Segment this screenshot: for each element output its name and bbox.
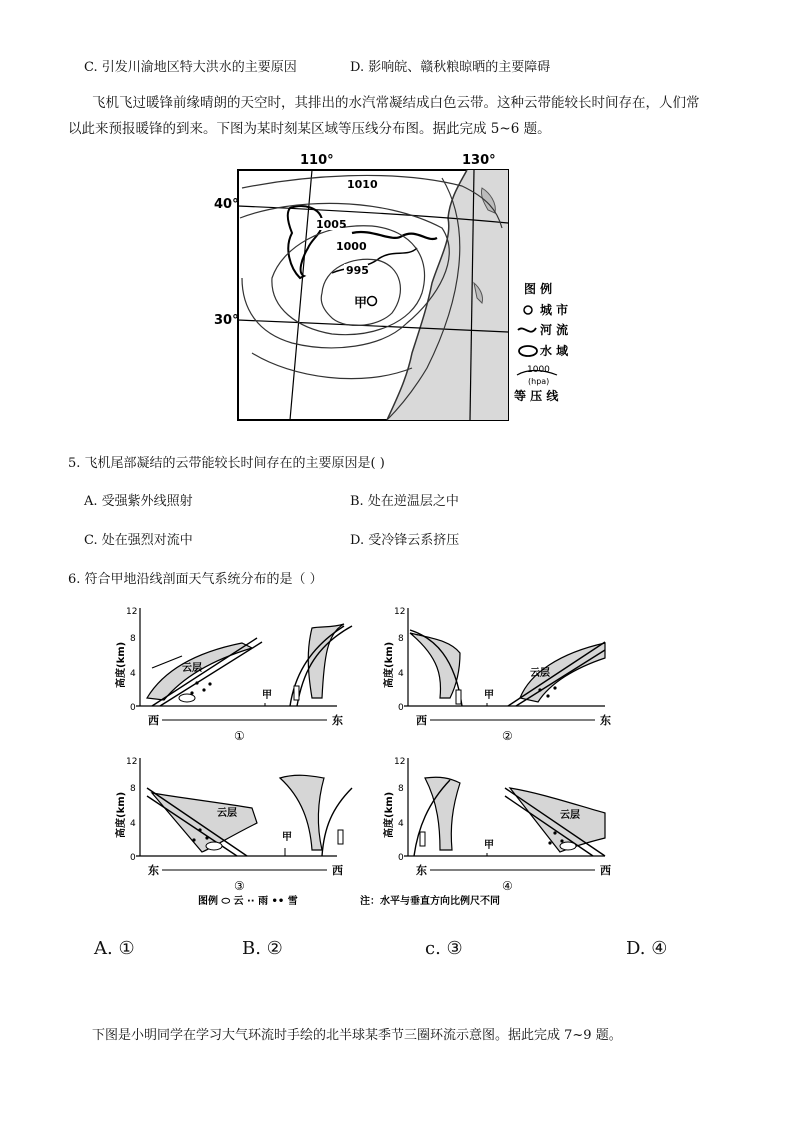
cloud-label: 云层: [560, 810, 580, 821]
legend-water-icon: [519, 346, 537, 356]
y-tick: 0: [398, 703, 404, 713]
intro-line-2: 以此来预报暖锋的到来。下图为某时刻某区域等压线分布图。据此完成 5~6 题。: [68, 121, 551, 137]
legend-river-icon: [518, 328, 536, 332]
intro-line-1: 飞机飞过暖锋前缘晴朗的天空时，其排出的水汽常凝结成白色云带。这种云带能较长时间存在，人们常: [92, 95, 700, 111]
cloud-label: 云层: [217, 808, 237, 819]
point-label: 甲: [484, 690, 494, 701]
panel-1: [114, 607, 352, 743]
legend-water: 水 域: [540, 344, 569, 358]
q4-option-c: C. 引发川渝地区特大洪水的主要原因: [84, 60, 297, 75]
y-tick: 4: [130, 669, 136, 679]
panel-number: ②: [502, 729, 513, 743]
isobar-label: 1005: [316, 218, 347, 231]
y-tick: 8: [130, 634, 136, 644]
legend-city-icon: [524, 306, 532, 314]
section-legend: 图例 ⬭ 云 ·· 雨 •• 雪: [198, 896, 298, 907]
panel-2: [382, 607, 611, 743]
isobar-label: 995: [346, 264, 369, 277]
q5-option-a: A. 受强紫外线照射: [84, 494, 193, 509]
q6-stem: 6. 符合甲地沿线剖面天气系统分布的是（ ）: [68, 572, 323, 587]
y-tick: 8: [398, 784, 404, 794]
y-tick: 12: [126, 607, 138, 617]
lon-label: 110°: [300, 153, 334, 168]
y-tick: 12: [394, 607, 406, 617]
direction-right: 西: [600, 864, 611, 877]
y-axis-label: 高度(km): [116, 791, 127, 838]
intro-7-9: 下图是小明同学在学习大气环流时手绘的北半球某季节三圈环流示意图。据此完成 7~9 题。: [92, 1028, 622, 1043]
cloud-label: 云层: [182, 663, 202, 674]
y-axis-label: 高度(km): [384, 641, 395, 688]
direction-right: 西: [332, 864, 343, 877]
q5-option-b: B. 处在逆温层之中: [350, 494, 459, 509]
intro-paragraph-5-6: [92, 90, 782, 116]
legend-isobar-unit: (hpa): [528, 377, 550, 386]
section-note: 注：水平与垂直方向比例尺不同: [360, 896, 500, 907]
panel-number: ①: [234, 729, 245, 743]
legend-river: 河 流: [540, 323, 569, 337]
y-axis-label: 高度(km): [116, 641, 127, 688]
direction-left: 东: [416, 864, 427, 877]
direction-left: 西: [148, 714, 159, 727]
city-label: 甲: [354, 296, 368, 311]
y-tick: 4: [398, 669, 404, 679]
lon-label: 130°: [462, 153, 496, 168]
legend-title: 图 例: [524, 282, 553, 296]
lat-label: 40°: [214, 197, 239, 212]
q6-answer-a: A. ①: [94, 938, 135, 959]
legend-city: 城 市: [540, 303, 569, 317]
direction-right: 东: [600, 714, 611, 727]
panel-3: [114, 757, 352, 893]
q6-answer-c: c. ③: [425, 938, 463, 959]
panel-4: [382, 757, 611, 893]
panel-number: ④: [502, 879, 513, 893]
q5-stem: 5. 飞机尾部凝结的云带能较长时间存在的主要原因是( ): [68, 456, 385, 471]
q6-answer-b: B. ②: [242, 938, 283, 959]
point-label: 甲: [262, 690, 272, 701]
y-tick: 0: [130, 853, 136, 863]
q4-option-d: D. 影响皖、赣秋粮晾晒的主要障碍: [350, 60, 551, 75]
isobar-label: 1010: [347, 178, 378, 191]
q5-option-d: D. 受冷锋云系挤压: [350, 533, 460, 548]
lat-label: 30°: [214, 313, 239, 328]
cloud-label: 云层: [530, 668, 550, 679]
city-marker: [368, 297, 377, 306]
legend-isobar: 等 压 线: [514, 389, 559, 403]
y-tick: 0: [398, 853, 404, 863]
direction-right: 东: [332, 714, 343, 727]
q6-answer-d: D. ④: [626, 938, 668, 959]
point-label: 甲: [282, 832, 292, 843]
direction-left: 西: [416, 714, 427, 727]
panel-number: ③: [234, 879, 245, 893]
direction-left: 东: [148, 864, 159, 877]
y-tick: 4: [398, 819, 404, 829]
point-label: 甲: [484, 840, 494, 851]
y-tick: 4: [130, 819, 136, 829]
q5-option-c: C. 处在强烈对流中: [84, 533, 193, 548]
y-tick: 8: [130, 784, 136, 794]
y-tick: 8: [398, 634, 404, 644]
isobar-label: 1000: [336, 240, 367, 253]
front-section-figure: [112, 598, 620, 916]
y-axis-label: 高度(km): [384, 791, 395, 838]
y-tick: 12: [394, 757, 406, 767]
legend-isobar-value: 1000: [527, 365, 550, 375]
isobar-map: [212, 148, 592, 430]
y-tick: 0: [130, 703, 136, 713]
y-tick: 12: [126, 757, 138, 767]
